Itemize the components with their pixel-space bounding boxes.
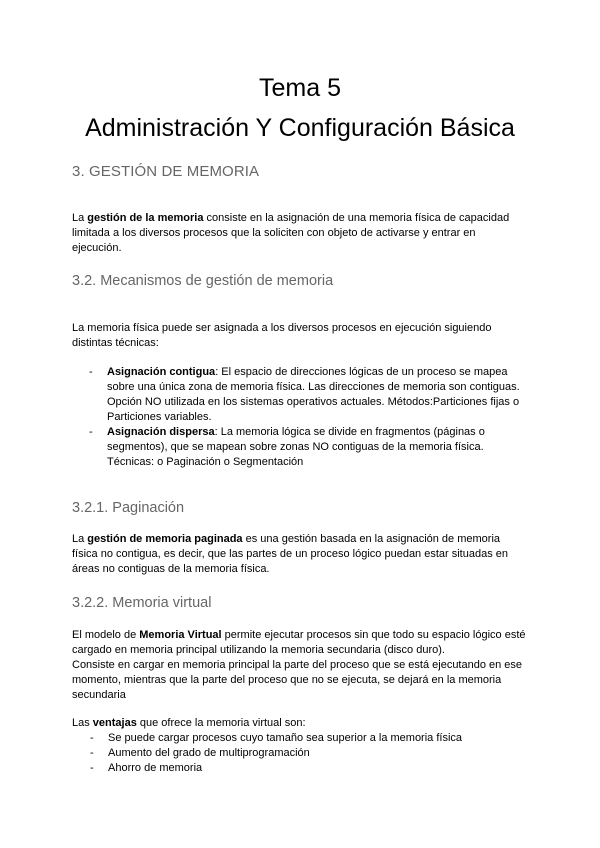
technique-list [89, 365, 527, 470]
section-3-2-2-para1: El modelo de Memoria Virtual permite ejecutar procesos sin que todo su espacio lógico esté cargado en memoria principal utilizando la memoria secundaria (disco duro). [72, 629, 526, 656]
section-3-2-2-para2: Consiste en cargar en memoria principal la parte del proceso que se está ejecutando en ese momento, mientras que la parte del proceso que no se ejecuta, se dejará en la memoria secundaria [72, 659, 523, 701]
list-dash: - [89, 366, 93, 378]
section-heading-3: 3. GESTIÓN DE MEMORIA [72, 163, 260, 180]
list-dash: - [90, 732, 94, 744]
list-item: - Asignación contigua: El espacio de direcciones lógicas de un proceso se mapea sobre una única zona de memoria física. Las direcciones de memoria son contiguas. Opción NO utilizada en los sistemas operativos actuales. Métodos:Particiones fijas o Particiones variables. [89, 366, 520, 423]
advantages-list [90, 731, 528, 776]
doc-title-line2: Administración Y Configuración Básica [85, 114, 515, 142]
section-heading-3-2: 3.2. Mecanismos de gestión de memoria [72, 273, 334, 289]
list-dash: - [89, 426, 93, 438]
list-dash: - [90, 747, 94, 759]
section-heading-3-2-1: 3.2.1. Paginación [72, 500, 185, 516]
doc-title-line1: Tema 5 [259, 74, 341, 102]
list-dash: - [90, 762, 94, 774]
section-heading-3-2-2: 3.2.2. Memoria virtual [72, 595, 212, 611]
list-item: - Ahorro de memoria [90, 762, 203, 774]
section-3-intro: La gestión de la memoria consiste en la asignación de una memoria física de capacidad limitada a los diversos procesos que la soliciten con objeto de activarse y entrar en ejecución. [72, 212, 510, 254]
section-3-2-2-para3: Las ventajas que ofrece la memoria virtual son: [72, 717, 306, 729]
list-item: - Aumento del grado de multiprogramación [90, 747, 310, 759]
list-item: - Asignación dispersa: La memoria lógica se divide en fragmentos (páginas o segmentos), que se mapean sobre zonas NO contiguas de la memoria física. Técnicas: o Paginación o Segmentación [89, 426, 485, 468]
list-item: - Se puede cargar procesos cuyo tamaño sea superior a la memoria física [90, 732, 463, 744]
section-3-2-intro: La memoria física puede ser asignada a los diversos procesos en ejecución siguiendo distintas técnicas: [72, 322, 492, 349]
section-3-2-1-para: La gestión de memoria paginada es una gestión basada en la asignación de memoria física no contigua, es decir, que las partes de un proceso lógico puedan estar situadas en áreas no contiguas de la memoria física. [72, 533, 509, 575]
